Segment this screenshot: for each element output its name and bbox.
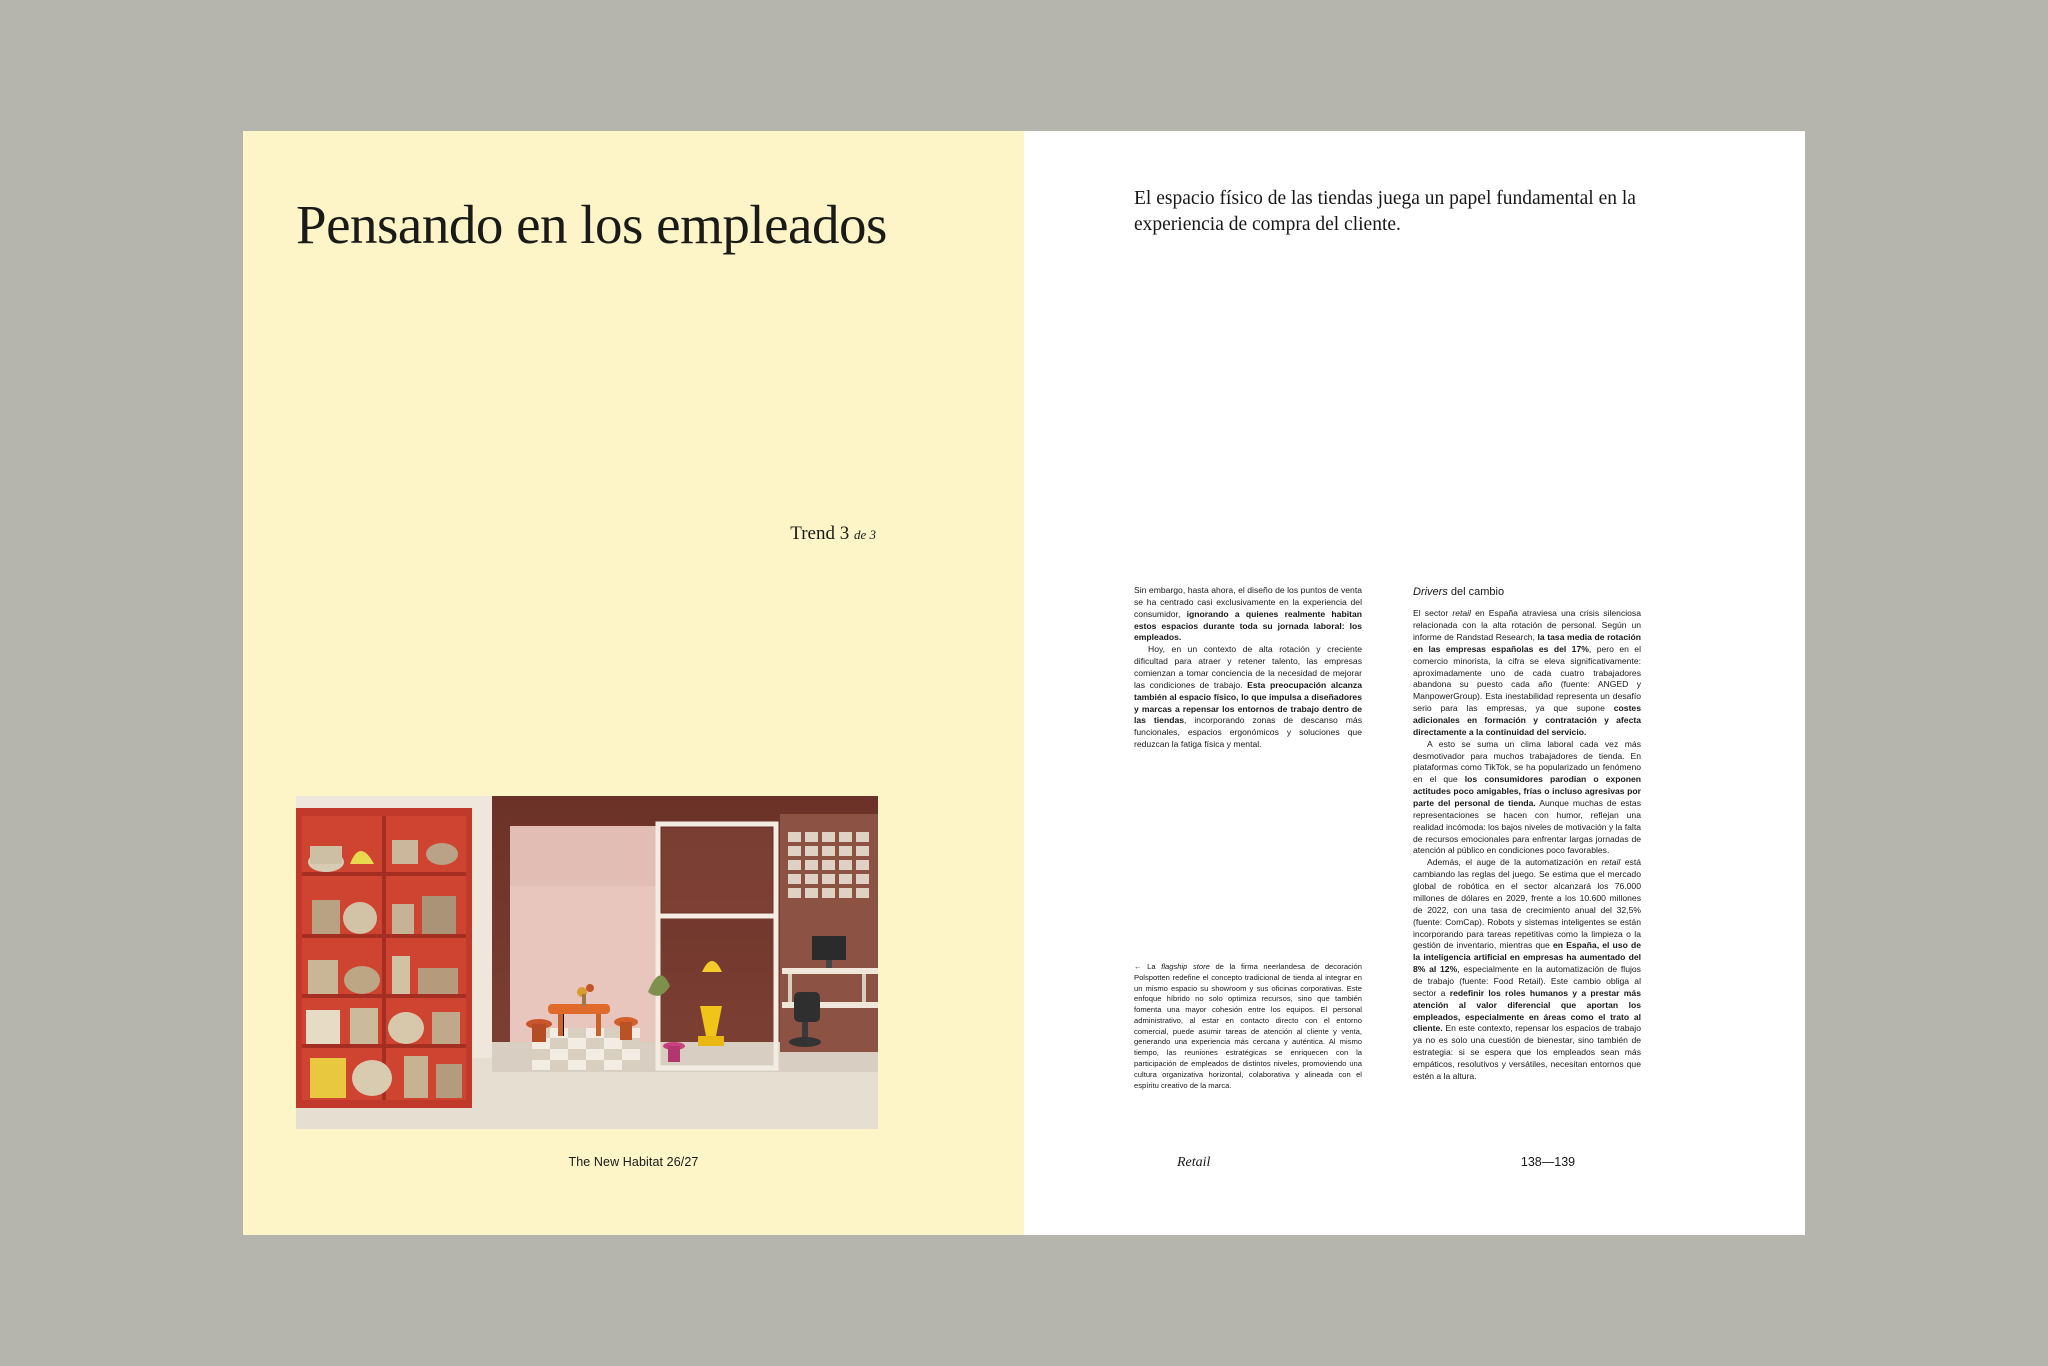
standfirst: El espacio físico de las tiendas juega un papel fundamental en la experiencia de compra del cliente.	[1134, 188, 1636, 235]
magazine-spread	[243, 131, 1805, 1235]
trend-number: Trend 3	[790, 523, 850, 544]
left-page	[243, 131, 1024, 1235]
store-photograph	[296, 796, 878, 1129]
section-heading: Drivers del cambio	[1413, 586, 1505, 598]
paragraph: Sin embargo, hasta ahora, el diseño de los puntos de venta se ha centrado casi exclusivamente en la experiencia del consumidor, ignorando a quienes realmente habitan estos espacios durante toda su jornada laboral: los empleados.	[1134, 585, 1362, 643]
paragraph: Hoy, en un contexto de alta rotación y creciente dificultad para atraer y retener talento, las empresas comienzan a tomar conciencia de la necesidad de mejorar las condiciones de trabajo. Esta preocupación alcanza también al espacio físico, lo que impulsa a diseñadores y marcas a repensar los entornos de trabajo dentro de las tiendas, incorporando zonas de descanso más funcionales, espacios ergonómicos y soluciones que reduzcan la fatiga física y mental.	[1134, 644, 1362, 750]
photo-caption: ← La flagship store de la firma neerlandesa de decoración Polspotten redefine el concepto tradicional de tienda al integrar en un mismo espacio su showroom y sus oficinas corporativas. Este enfoque híbrido no solo optimiza recursos, sino que también fomenta una mayor cohesión entre los equipos. El personal administrativo, al estar en contacto directo con el entorno comercial, puede asumir tareas de atención al cliente y venta, generando una experiencia más cercana y auténtica. Al mismo tiempo, las reuniones estratégicas se enriquecen con la participación de empleados de distintos niveles, promoviendo una cultura organizativa horizontal, colaborativa y alineada con el espíritu creativo de la marca.	[1134, 962, 1362, 1090]
right-page	[1024, 131, 1805, 1235]
trend-total: de 3	[853, 527, 876, 542]
body-column-right	[1413, 585, 1641, 1083]
paragraph: El sector retail en España atraviesa una crisis silenciosa relacionada con la alta rotación de personal. Según un informe de Randstad Research, la tasa media de rotación en las empresas españolas es del 17%, pero en el comercio minorista, la cifra se eleva significativamente: aproximadamente uno de cada cuatro trabajadores abandona su puesto cada año (fuente: ANGED y ManpowerGroup). Esta inestabilidad representa un desafío serio para las empresas, ya que supone costes adicionales en formación y contratación y afecta directamente a la continuidad del servicio.	[1413, 608, 1642, 737]
paragraph: Además, el auge de la automatización en retail está cambiando las reglas del juego. Se estima que el mercado global de robótica en el sector alcanzará los 76.000 millones de dólares en 2029, frente a los 10.600 millones de 2022, con una tasa de crecimiento anual del 32,5% (fuente: ComCap). Robots y sistemas inteligentes se están incorporando para tareas repetitivas como la limpieza o la gestión de inventario, mientras que en España, el uso de la inteligencia artificial en empresas ha aumentado del 8% al 12%, especialmente en la automatización de flujos de trabajo (fuente: Food Retail). Este cambio obliga al sector a redefinir los roles humanos y a prestar más atención al valor diferencial que aportan los empleados, especialmente en áreas como el trato al cliente. En este contexto, repensar los espacios de trabajo ya no es solo una cuestión de bienestar, sino también de estrategia: si se espera que los empleados sean más empáticos, resolutivos y versátiles, necesitan entornos que estén a la altura.	[1413, 857, 1641, 1081]
footer-page-numbers: 138—139	[1520, 1155, 1576, 1169]
paragraph: A esto se suma un clima laboral cada vez más desmotivador para muchos trabajadores de tienda. En plataformas como TikTok, se ha popularizado un fenómeno en el que los consumidores parodian o exponen actitudes poco amigables, frías o incluso agresivas por parte del personal de tienda. Aunque muchas de estas representaciones se hacen con humor, reflejan una realidad incómoda: los bajos niveles de motivación y la falta de recursos emocionales para enfrentar largas jornadas de atención al público en condiciones poco favorables.	[1413, 738, 1641, 856]
footer-section-label: Retail	[1177, 1155, 1211, 1170]
trend-label	[790, 523, 876, 545]
page-title: Pensando en los empleados	[296, 194, 887, 255]
left-page-footer: The New Habitat 26/27	[568, 1155, 699, 1169]
body-column-left	[1134, 585, 1362, 751]
